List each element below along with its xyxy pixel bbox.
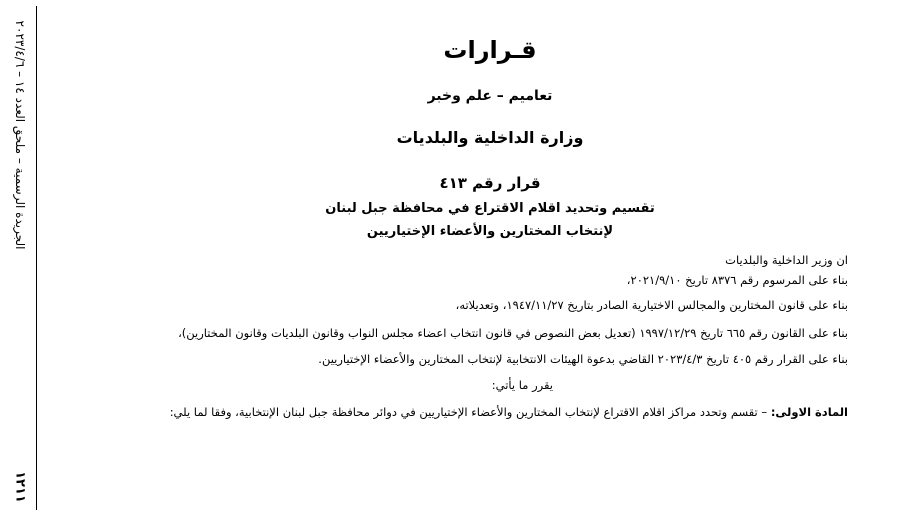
page-number: ١٢١١ bbox=[12, 471, 28, 503]
running-header: الجريدة الرسمية – ملحق العدد ١٤ – ٢٠٢٣/٤/٦ bbox=[13, 20, 27, 250]
decision-title-line-2: لإنتخاب المختارين والأعضاء الإختياريين bbox=[366, 224, 614, 239]
ministry-title: وزارة الداخلية والبلديات bbox=[396, 128, 584, 147]
decision-title-line-1: تقسيم وتحديد اقلام الاقتراع في محافظة جبل لبنان bbox=[325, 201, 655, 216]
decision-number: قرار رقم ٤١٣ bbox=[439, 174, 541, 192]
margin-strip bbox=[0, 0, 40, 516]
article-one-text: – تقسم وتحدد مراكز اقلام الاقتراع لإنتخاب المختارين والأعضاء الإختياريين في دوائر محافظة جبل لبنان الإنتخابية، وفقا لما يلي: bbox=[169, 405, 771, 419]
section-title: قـرارات bbox=[443, 36, 537, 64]
whereas-decision-405: بناء على القرار رقم ٤٠٥ تاريخ ٢٠٢٣/٤/٣ القاضي بدعوة الهيئات الانتخابية لإنتخاب المختارين والأعضاء الإختياريين. bbox=[318, 352, 848, 366]
subsection-title: تعاميم – علم وخبر bbox=[427, 88, 553, 104]
article-one bbox=[128, 405, 848, 419]
whereas-mukhtar-law: بناء على قانون المختارين والمجالس الاختيارية الصادر بتاريخ ١٩٤٧/١١/٢٧، وتعديلاته، bbox=[455, 298, 848, 312]
margin-rule bbox=[36, 6, 37, 510]
preamble-line: ان وزير الداخلية والبلديات bbox=[725, 253, 848, 267]
whereas-law-665: بناء على القانون رقم ٦٦٥ تاريخ ١٩٩٧/١٢/٢٩ (تعديل بعض النصوص في قانون انتخاب اعضاء مجلس النواب وقانون البلديات وقانون المختارين)، bbox=[178, 326, 848, 340]
whereas-decree: بناء على المرسوم رقم ٨٣٧٦ تاريخ ٢٠٢١/٩/١٠، bbox=[626, 273, 848, 287]
article-one-label: المادة الاولى: bbox=[770, 405, 848, 419]
decides-line: يقرر ما يأتي: bbox=[491, 378, 553, 392]
